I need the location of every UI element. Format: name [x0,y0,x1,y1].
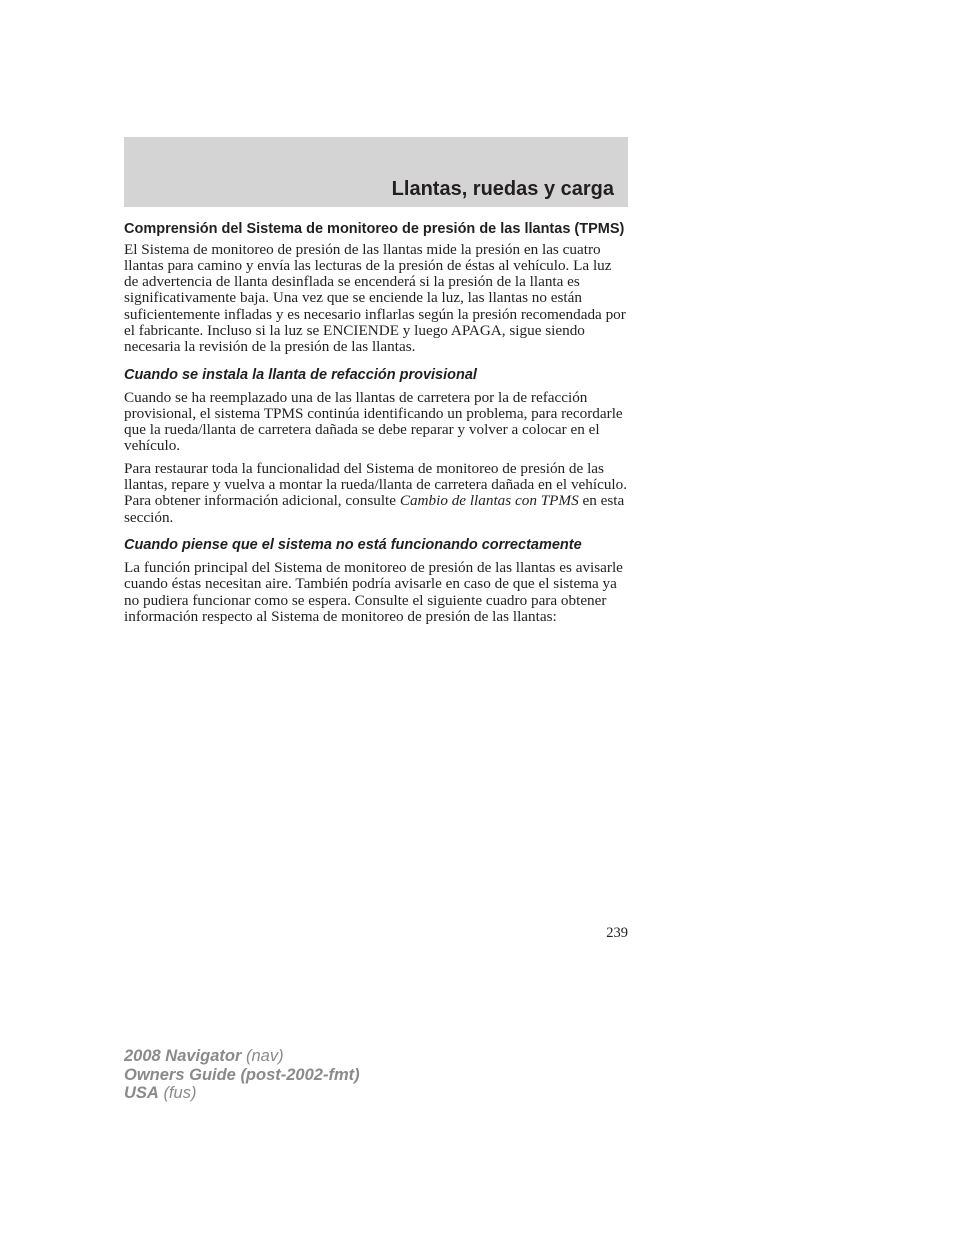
footer-line-1 [124,1047,360,1066]
spare-tire-paragraph-2 [124,461,628,526]
chapter-title: Llantas, ruedas y carga [391,178,614,200]
chapter-header [124,137,628,207]
intro-paragraph: El Sistema de monitoreo de presión de las llantas mide la presión en las cuatro llantas para camino y envía las lecturas de la presión de éstas al vehículo. La luz de advertencia de llanta desinflada se encenderá si la presión de la llanta es significativamente baja. Una vez que se enciende la luz, las llantas no están suficientemente infladas y es necesario inflarlas según la presión recomendada por el fabricante. Incluso si la luz se ENCIENDE y luego APAGA, sigue siendo necesaria la revisión de la presión de las llantas. [124,240,626,356]
footer-model-code: (nav) [246,1047,284,1065]
page-number: 239 [606,925,628,941]
malfunction-heading: Cuando piense que el sistema no está funcionando correctamente [124,536,582,553]
footer-market-code: (fus) [163,1084,197,1102]
cross-reference-link: Cambio de llantas con TPMS [399,492,579,510]
spare-tire-paragraph-2-start: Para restaurar toda la funcionalidad del Sistema de monitoreo de presión de las llantas, repare y vuelva a montar la rueda/llanta de carretera dañada en el vehículo. Para obtener información adicional, consulte [124,459,628,510]
spare-tire-heading: Cuando se instala la llanta de refacción provisional [124,366,477,383]
spare-tire-paragraph-2-end: en esta sección. [124,492,625,526]
footer-line-3 [124,1084,360,1103]
footer-line-2 [124,1066,360,1085]
footer-model: 2008 Navigator [124,1047,242,1065]
section-heading: Comprensión del Sistema de monitoreo de presión de las llantas (TPMS) [124,221,625,237]
footer-guide: Owners Guide (post-2002-fmt) [124,1065,360,1084]
document-footer [124,1047,360,1103]
page-content [124,221,628,631]
malfunction-paragraph: La función principal del Sistema de monitoreo de presión de las llantas es avisarle cuando éstas necesitan aire. También podría avisarle en caso de que el sistema ya no pudiera funcionar como se espera. Consulte el siguiente cuadro para obtener información respecto al Sistema de monitoreo de presión de las llantas: [124,558,623,625]
spare-tire-paragraph-1: Cuando se ha reemplazado una de las llantas de carretera por la de refacción provisional, el sistema TPMS continúa identificando un problema, para recordarle que la rueda/llanta de carretera dañada se debe reparar y volver a colocar en el vehículo. [124,388,623,455]
footer-market: USA [124,1084,159,1102]
